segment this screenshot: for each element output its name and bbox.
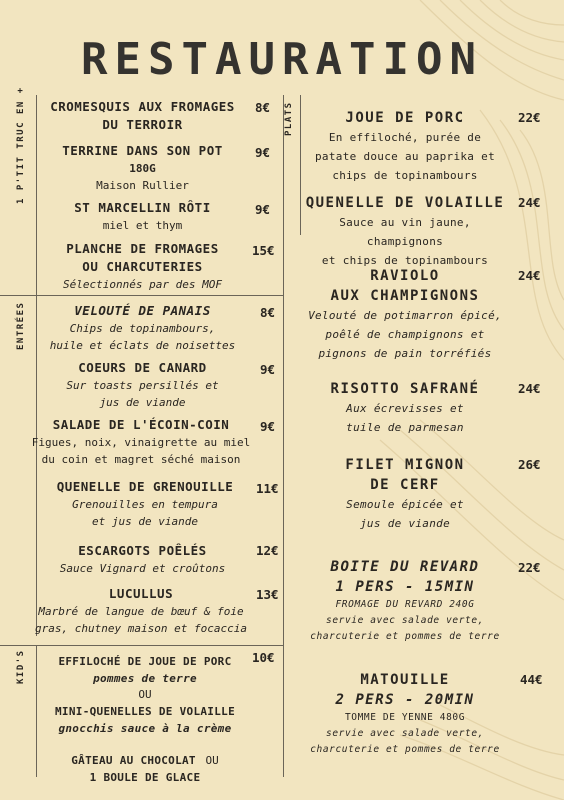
price-quenelle-volaille: 24€ bbox=[518, 195, 541, 210]
menu-item-boite-du-revard: BOITE DU REVARD 1 PERS - 15MIN FROMAGE DU REVARD 240G servie avec salade verte, charcuterie et pommes de terre bbox=[310, 559, 500, 642]
menu-item-planche: PLANCHE DE FROMAGES OU CHARCUTERIES Sélectionnés par des MOF bbox=[63, 241, 222, 291]
menu-item-raviolo: RAVIOLO AUX CHAMPIGNONS Velouté de potimarron épicé, poêlé de champignons et pignons de pain torréfiés bbox=[308, 268, 502, 360]
price-filet-mignon: 26€ bbox=[518, 457, 541, 472]
menu-item-filet-mignon: FILET MIGNON DE CERF Semoule épicée et jus de viande bbox=[345, 457, 465, 530]
left-margin-line-kids bbox=[36, 646, 37, 777]
section-label-kids: KID'S bbox=[16, 649, 26, 684]
left-margin-line-top bbox=[36, 95, 37, 295]
price-st-marcellin: 9€ bbox=[255, 202, 271, 217]
price-cromesquis: 8€ bbox=[255, 100, 271, 115]
menu-item-escargots: ESCARGOTS POÊLÉS Sauce Vignard et croûtons bbox=[59, 543, 226, 575]
price-quenelle-grenouille: 11€ bbox=[256, 481, 279, 496]
price-matouille: 44€ bbox=[520, 672, 543, 687]
vertical-divider bbox=[283, 95, 284, 777]
price-planche: 15€ bbox=[252, 243, 275, 258]
kids-menu: EFFILOCHÉ DE JOUE DE PORC pommes de terre OU MINI-QUENELLES DE VOLAILLE gnocchis sauce à la crème GÂTEAU AU CHOCOLAT OU 1 BOULE DE GLACE bbox=[55, 655, 235, 784]
page-title: RESTAURATION bbox=[81, 34, 483, 85]
menu-item-quenelle-volaille: QUENELLE DE VOLAILLE Sauce au vin jaune, champignons et chips de topinambours bbox=[305, 195, 505, 267]
menu-item-risotto: RISOTTO SAFRANÉ Aux écrevisses et tuile de parmesan bbox=[330, 381, 480, 434]
price-raviolo: 24€ bbox=[518, 268, 541, 283]
menu-item-joue-de-porc: JOUE DE PORC En effiloché, purée de patate douce au paprika et chips de topinambours bbox=[315, 110, 495, 182]
price-coeurs: 9€ bbox=[260, 362, 276, 377]
menu-item-cromesquis: CROMESQUIS AUX FROMAGES DU TERROIR bbox=[50, 99, 235, 132]
menu-item-veloute: VELOUTÉ DE PANAIS Chips de topinambours, huile et éclats de noisettes bbox=[49, 303, 236, 352]
menu-item-lucullus: LUCULLUS Marbré de langue de bœuf & foie gras, chutney maison et focaccia bbox=[35, 586, 247, 635]
menu-item-quenelle-grenouille: QUENELLE DE GRENOUILLE Grenouilles en tempura et jus de viande bbox=[56, 479, 234, 528]
price-risotto: 24€ bbox=[518, 381, 541, 396]
menu-item-matouille: MATOUILLE 2 PERS - 20MIN TOMME DE YENNE 480G servie avec salade verte, charcuterie et pommes de terre bbox=[310, 672, 500, 755]
section-label-plats: PLATS bbox=[284, 101, 294, 136]
menu-item-st-marcellin: ST MARCELLIN RÔTI miel et thym bbox=[74, 200, 211, 232]
section-label-ptit-truc: 1 P'TIT TRUC EN + bbox=[16, 86, 26, 204]
price-terrine: 9€ bbox=[255, 145, 271, 160]
menu-item-coeurs: COEURS DE CANARD Sur toasts persillés et jus de viande bbox=[66, 360, 219, 409]
section-divider-entrees bbox=[0, 295, 283, 296]
section-label-entrees: ENTRÉES bbox=[16, 301, 26, 350]
menu-item-terrine: TERRINE DANS SON POT 180G Maison Rullier bbox=[62, 143, 223, 192]
menu-item-salade: SALADE DE L'ÉCOIN-COIN Figues, noix, vinaigrette au miel du coin et magret séché maison bbox=[31, 417, 251, 466]
price-escargots: 12€ bbox=[256, 543, 279, 558]
section-divider-kids bbox=[0, 645, 283, 646]
price-veloute: 8€ bbox=[260, 305, 276, 320]
price-boite-du-revard: 22€ bbox=[518, 560, 541, 575]
price-kids: 10€ bbox=[252, 650, 275, 665]
price-joue-de-porc: 22€ bbox=[518, 110, 541, 125]
price-salade: 9€ bbox=[260, 419, 276, 434]
price-lucullus: 13€ bbox=[256, 587, 279, 602]
